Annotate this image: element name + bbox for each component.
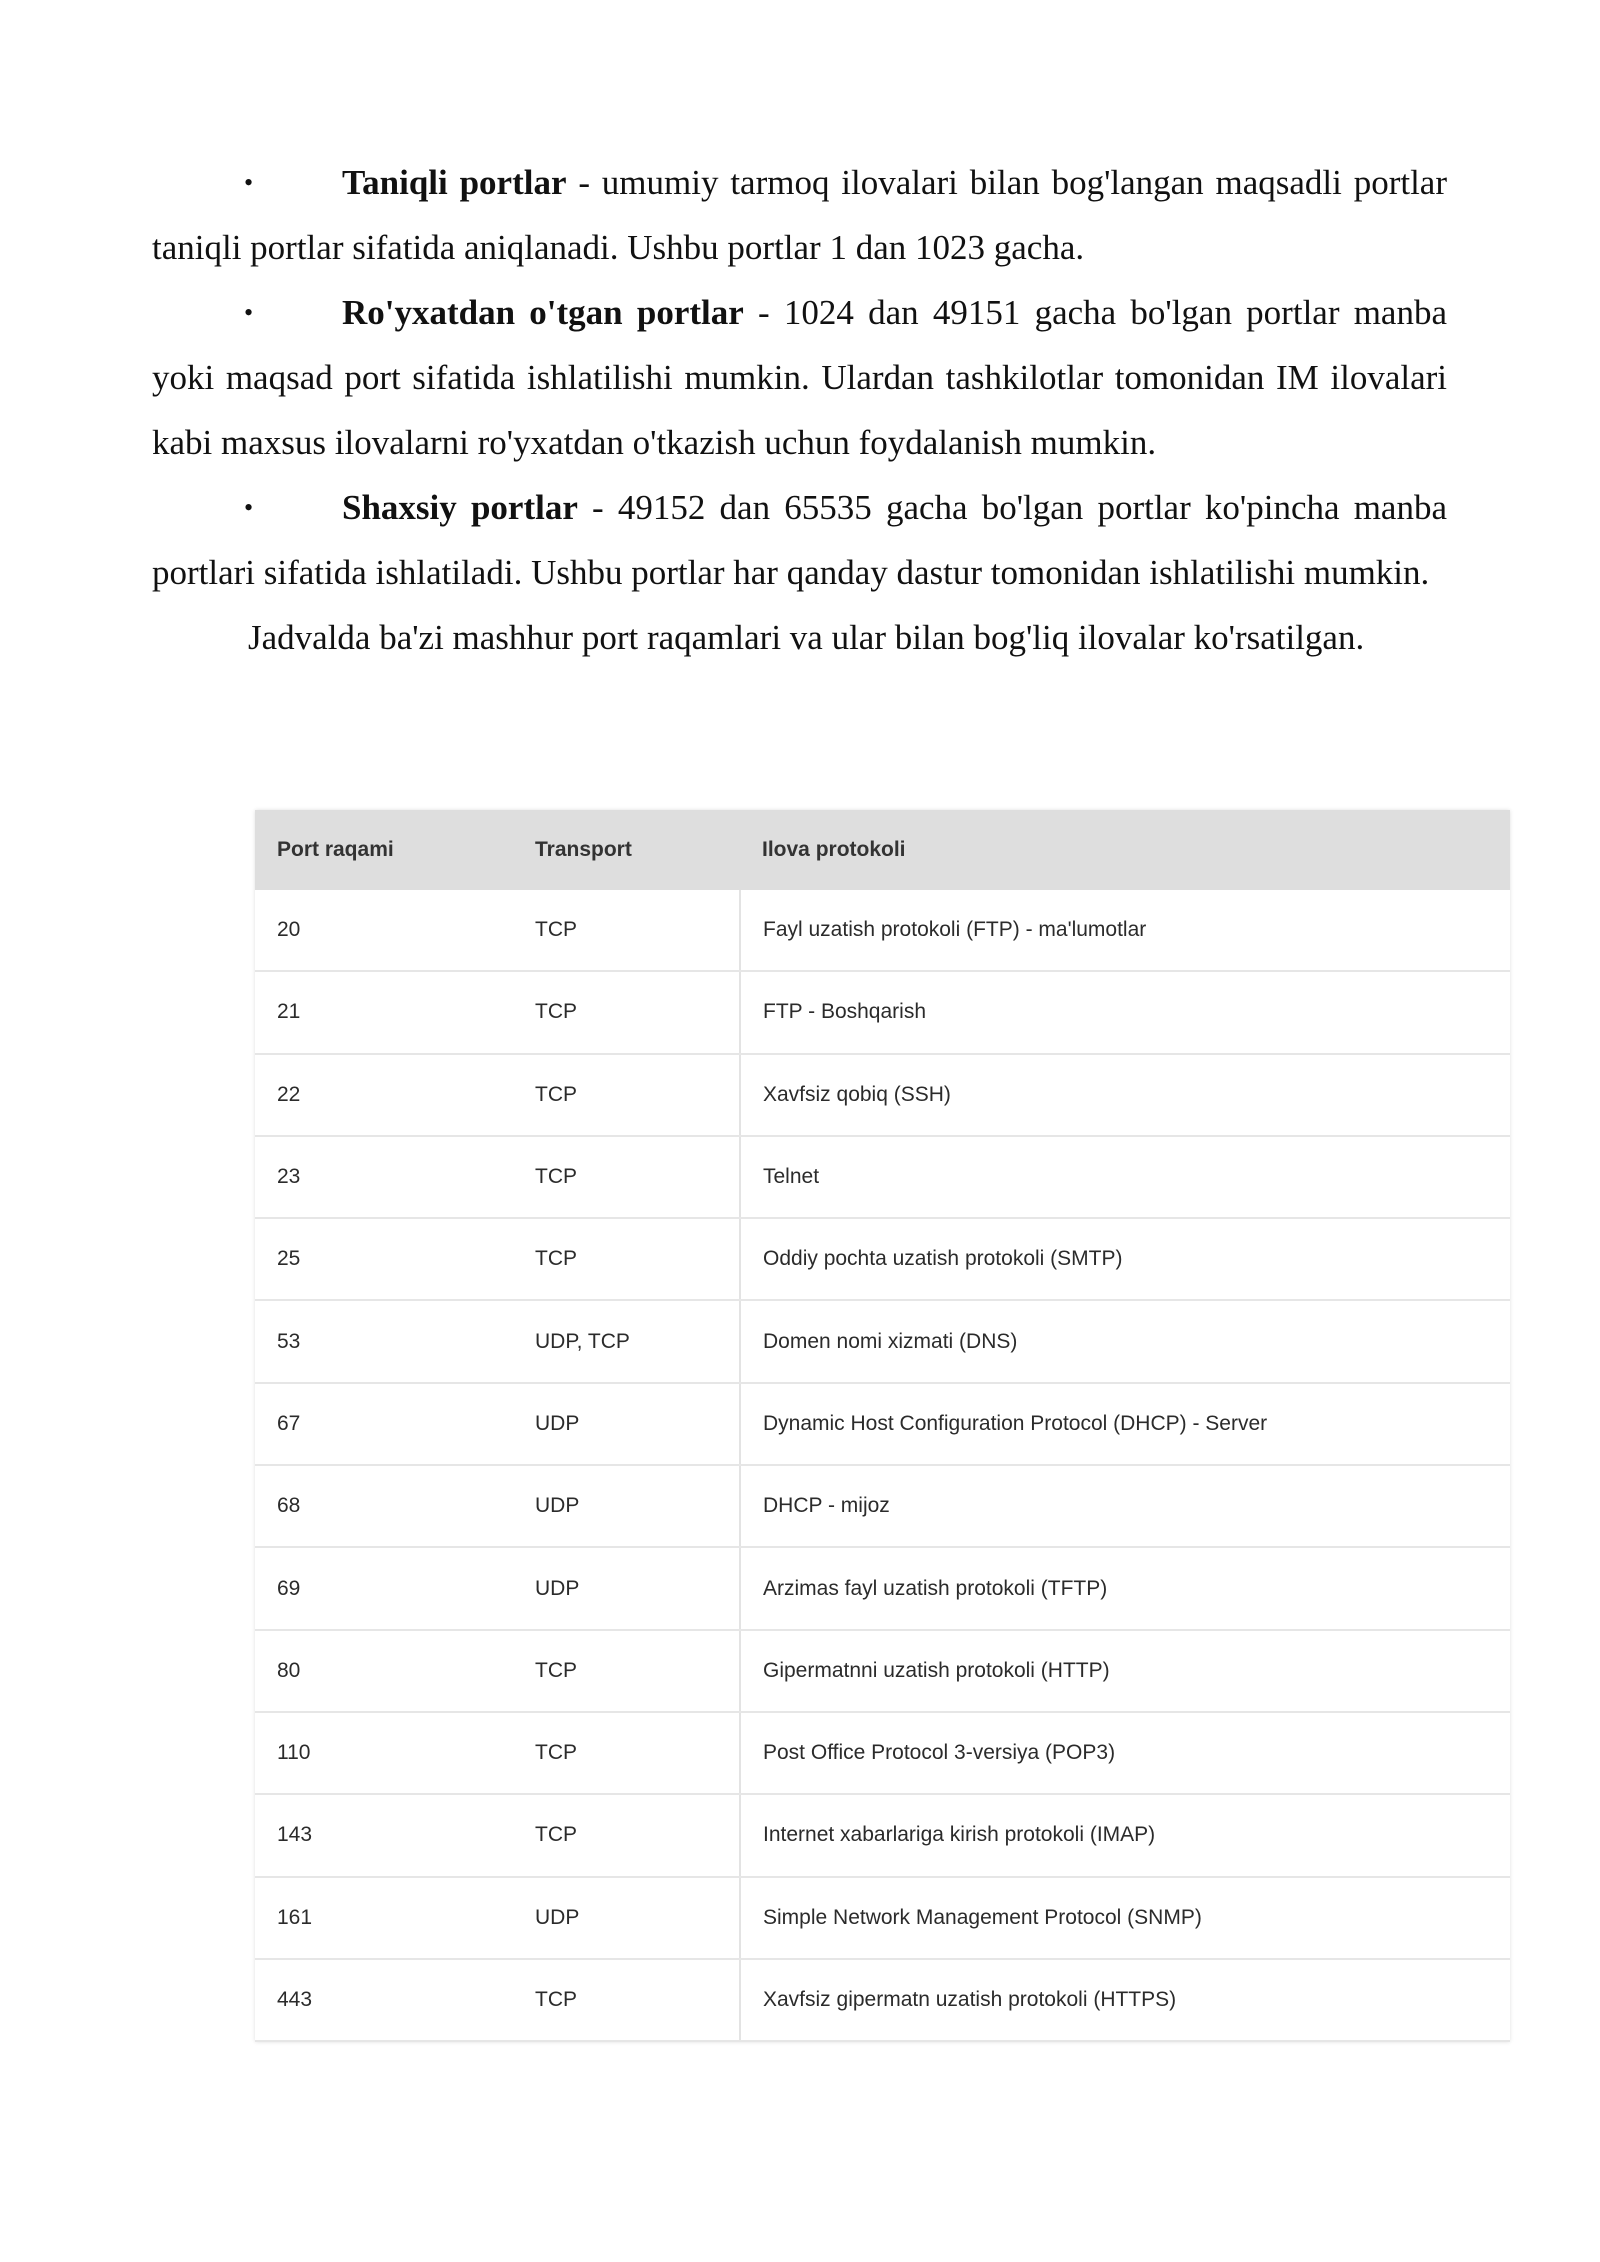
cell-transport: TCP — [513, 890, 740, 971]
cell-transport: TCP — [513, 1136, 740, 1218]
bullet-icon: • — [244, 168, 254, 197]
table-row — [255, 1547, 1510, 1629]
cell-port: 161 — [255, 1877, 513, 1959]
table-intro-paragraph: Jadvalda ba'zi mashhur port raqamlari va ular bilan bog'liq ilovalar ko'rsatilgan. — [248, 618, 1365, 657]
cell-transport: TCP — [513, 1712, 740, 1794]
cell-port: 25 — [255, 1218, 513, 1300]
cell-transport: UDP, TCP — [513, 1300, 740, 1382]
cell-port: 22 — [255, 1054, 513, 1136]
cell-protocol: Telnet — [740, 1136, 1510, 1218]
cell-port: 143 — [255, 1794, 513, 1876]
bullet-text: - umumiy tarmoq ilovalari bilan bog'langan maqsadli portlar taniqli portlar sifatida aniqlanadi. Ushbu portlar 1 dan 1023 gacha. — [152, 163, 1447, 267]
cell-port: 53 — [255, 1300, 513, 1382]
cell-transport: TCP — [513, 971, 740, 1053]
cell-protocol: DHCP - mijoz — [740, 1465, 1510, 1547]
cell-port: 68 — [255, 1465, 513, 1547]
cell-port: 21 — [255, 971, 513, 1053]
port-numbers-table — [255, 810, 1510, 2042]
cell-transport: TCP — [513, 1794, 740, 1876]
cell-protocol: Fayl uzatish protokoli (FTP) - ma'lumotlar — [740, 890, 1510, 971]
cell-transport: TCP — [513, 1218, 740, 1300]
table-row — [255, 1712, 1510, 1794]
table-row — [255, 1136, 1510, 1218]
cell-protocol: Post Office Protocol 3-versiya (POP3) — [740, 1712, 1510, 1794]
cell-transport: UDP — [513, 1383, 740, 1465]
table-row — [255, 1877, 1510, 1959]
document-page — [152, 150, 1447, 670]
bullet-icon: • — [244, 298, 254, 327]
bullet-term: Taniqli portlar — [342, 163, 567, 202]
cell-transport: TCP — [513, 1630, 740, 1712]
cell-transport: TCP — [513, 1959, 740, 2041]
bullet-item-registered-ports — [152, 280, 1447, 475]
bullet-term: Ro'yxatdan o'tgan portlar — [342, 293, 744, 332]
bullet-text: - 1024 dan 49151 gacha bo'lgan portlar manba yoki maqsad port sifatida ishlatilishi mumkin. Ulardan tashkilotlar tomonidan IM ilovalari kabi maxsus ilovalarni ro'yxatdan o'tkazish uchun foydalanish mumkin. — [152, 293, 1447, 462]
cell-transport: UDP — [513, 1547, 740, 1629]
cell-protocol: Oddiy pochta uzatish protokoli (SMTP) — [740, 1218, 1510, 1300]
cell-port: 23 — [255, 1136, 513, 1218]
table-row — [255, 890, 1510, 971]
cell-protocol: Internet xabarlariga kirish protokoli (IMAP) — [740, 1794, 1510, 1876]
cell-transport: UDP — [513, 1877, 740, 1959]
cell-port: 443 — [255, 1959, 513, 2041]
table-row — [255, 1465, 1510, 1547]
cell-port: 110 — [255, 1712, 513, 1794]
bullet-icon: • — [244, 493, 254, 522]
table-row — [255, 1959, 1510, 2041]
table-row — [255, 1630, 1510, 1712]
cell-protocol: FTP - Boshqarish — [740, 971, 1510, 1053]
cell-protocol: Gipermatnni uzatish protokoli (HTTP) — [740, 1630, 1510, 1712]
cell-protocol: Dynamic Host Configuration Protocol (DHCP) - Server — [740, 1383, 1510, 1465]
cell-protocol: Xavfsiz gipermatn uzatish protokoli (HTTPS) — [740, 1959, 1510, 2041]
cell-port: 20 — [255, 890, 513, 971]
header-transport: Transport — [513, 810, 740, 890]
cell-port: 67 — [255, 1383, 513, 1465]
table-row — [255, 1300, 1510, 1382]
header-port-number: Port raqami — [255, 810, 513, 890]
table-row — [255, 1218, 1510, 1300]
cell-port: 80 — [255, 1630, 513, 1712]
bullet-text: - 49152 dan 65535 gacha bo'lgan portlar ko'pincha manba portlari sifatida ishlatiladi. Ushbu portlar har qanday dastur tomonidan ishlatilishi mumkin. — [152, 488, 1447, 592]
cell-protocol: Arzimas fayl uzatish protokoli (TFTP) — [740, 1547, 1510, 1629]
bullet-term: Shaxsiy portlar — [342, 488, 578, 527]
table-row — [255, 971, 1510, 1053]
cell-protocol: Xavfsiz qobiq (SSH) — [740, 1054, 1510, 1136]
cell-transport: TCP — [513, 1054, 740, 1136]
header-application-protocol: Ilova protokoli — [740, 810, 1510, 890]
cell-transport: UDP — [513, 1465, 740, 1547]
table-row — [255, 1054, 1510, 1136]
table-row — [255, 1794, 1510, 1876]
table-row — [255, 1383, 1510, 1465]
bullet-item-private-ports — [152, 475, 1447, 605]
cell-protocol: Domen nomi xizmati (DNS) — [740, 1300, 1510, 1382]
cell-port: 69 — [255, 1547, 513, 1629]
cell-protocol: Simple Network Management Protocol (SNMP) — [740, 1877, 1510, 1959]
bullet-item-well-known-ports — [152, 150, 1447, 280]
table-header-row — [255, 810, 1510, 890]
